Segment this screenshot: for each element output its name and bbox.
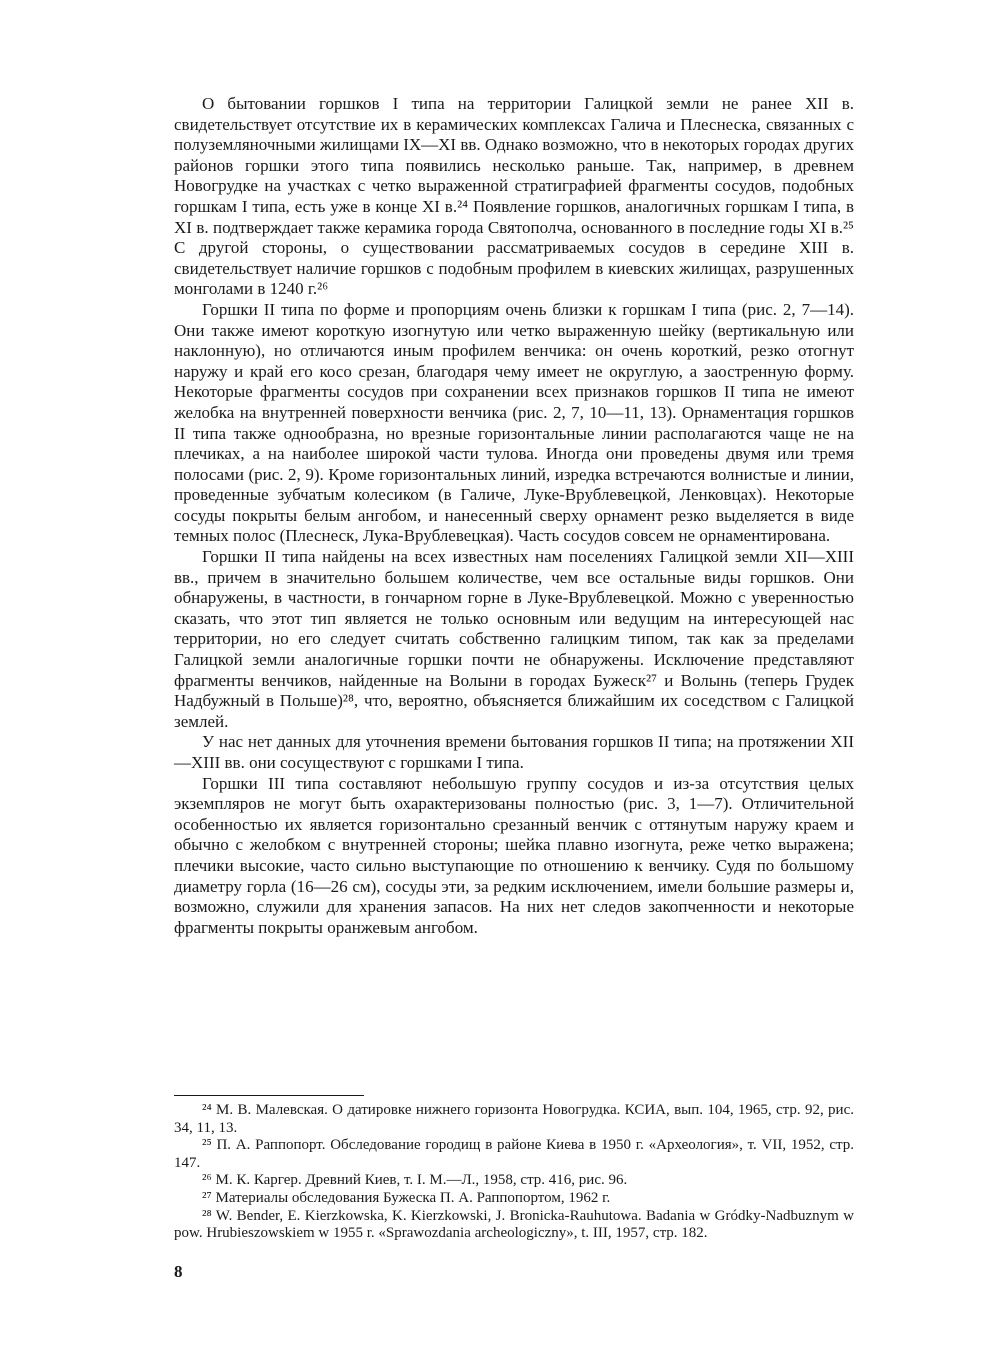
footnote-24: ²⁴ М. В. Малевская. О датировке нижнего горизонта Новогрудка. КСИА, вып. 104, 1965, стр. 92, рис. 34, 11, 13. [174, 1102, 854, 1136]
paragraph-3: Горшки II типа найдены на всех известных нам поселениях Галицкой земли XII—XIII вв., причем в значительно большем количестве, чем все остальные виды горшков. Они обнаружены, в частности, в гончарном горне в Луке-Врублевецкой. Можно с уверенностью сказать, что этот тип является не только основным или ведущим на интересующей нас территории, но его следует считать собственно галицким типом, так как за пределами Галицкой земли аналогичные горшки почти не обнаружены. Исключение представляют фрагменты венчиков, найденные на Волыни в городах Бужеск²⁷ и Волынь (теперь Грудек Надбужный в Польше)²⁸, что, вероятно, объясняется ближайшим их соседством с Галицкой землей. [174, 547, 854, 731]
footnote-26: ²⁶ М. К. Каргер. Древний Киев, т. I. М.—Л., 1958, стр. 416, рис. 96. [202, 1172, 628, 1189]
paragraph-4: У нас нет данных для уточнения времени бытования горшков II типа; на протяжении XII—XIII вв. они сосуществуют с горшками I типа. [174, 732, 854, 772]
page-number: 8 [174, 1262, 183, 1281]
footnote-25: ²⁵ П. А. Раппопорт. Обследование городищ в районе Киева в 1950 г. «Археология», т. VII, 1952, стр. 147. [174, 1137, 854, 1171]
footnotes [174, 1102, 854, 1243]
footnote-28: ²⁸ W. Bender, E. Kierzkowska, K. Kierzkowski, J. Bronicka-Rauhutowa. Badania w Gródky-Nadbuznym w pow. Hrubieszowskiem w 1955 r. «Sprawozdania archeologiczny», t. III, 1957, стр. 182. [174, 1207, 854, 1242]
paragraph-1: О бытовании горшков I типа на территории Галицкой земли не ранее XII в. свидетельствует отсутствие их в керамических комплексах Галича и Плеснеска, связанных с полуземляночными жилищами IX—XI вв. Однако возможно, что в некоторых городах других районов горшки этого типа появились несколько раньше. Так, например, в древнем Новогрудке на участках с четко выраженной стратиграфией фрагменты сосудов, подобных горшкам I типа, есть уже в конце XI в.²⁴ Появление горшков, аналогичных горшкам I типа, в XI в. подтверждает также керамика города Святополча, основанного в последние годы XI в.²⁵ С другой стороны, о существовании рассматриваемых сосудов в середине XIII в. свидетельствует наличие горшков с подобным профилем в киевских жилищах, разрушенных монголами в 1240 г.²⁶ [174, 94, 854, 299]
footnote-27: ²⁷ Материалы обследования Бужеска П. А. Раппопортом, 1962 г. [202, 1189, 611, 1206]
paragraph-2: Горшки II типа по форме и пропорциям очень близки к горшкам I типа (рис. 2, 7—14). Они также имеют короткую изогнутую или четко выраженную шейку (вертикальную или наклонную), но отличаются иным профилем венчика: он очень короткий, резко отогнут наружу и край его косо срезан, благодаря чему имеет не округлую, а заостренную форму. Некоторые фрагменты сосудов при сохранении всех признаков горшков II типа не имеют желобка на внутренней поверхности венчика (рис. 2, 7, 10—11, 13). Орнаментация горшков II типа также однообразна, но врезные горизонтальные линии располагаются чаще не на плечиках, а на наиболее широкой части тулова. Иногда они проведены двумя или тремя полосами (рис. 2, 9). Кроме горизонтальных линий, изредка встречаются волнистые и линии, проведенные зубчатым колесиком (в Галиче, Луке-Врублевецкой, Ленковцах). Некоторые сосуды покрыты белым ангобом, и нанесенный сверху орнамент резко выделяется в виде темных полос (Плеснеск, Лука-Врублевецкая). Часть сосудов совсем не орнаментирована. [174, 299, 854, 546]
main-text [174, 94, 854, 938]
footnote-divider [174, 1095, 364, 1096]
paragraph-5: Горшки III типа составляют небольшую группу сосудов и из-за отсутствия целых экземпляров не могут быть охарактеризованы полностью (рис. 3, 1—7). Отличительной особенностью их является горизонтально срезанный венчик с оттянутым наружу краем и обычно с желобком с внутренней стороны; шейка плавно изогнута, реже четко выражена; плечики высокие, часто сильно выступающие по отношению к венчику. Судя по большому диаметру горла (16—26 см), сосуды эти, за редким исключением, имели большие размеры и, возможно, служили для хранения запасов. На них нет следов закопченности и некоторые фрагменты покрыты оранжевым ангобом. [174, 773, 854, 937]
